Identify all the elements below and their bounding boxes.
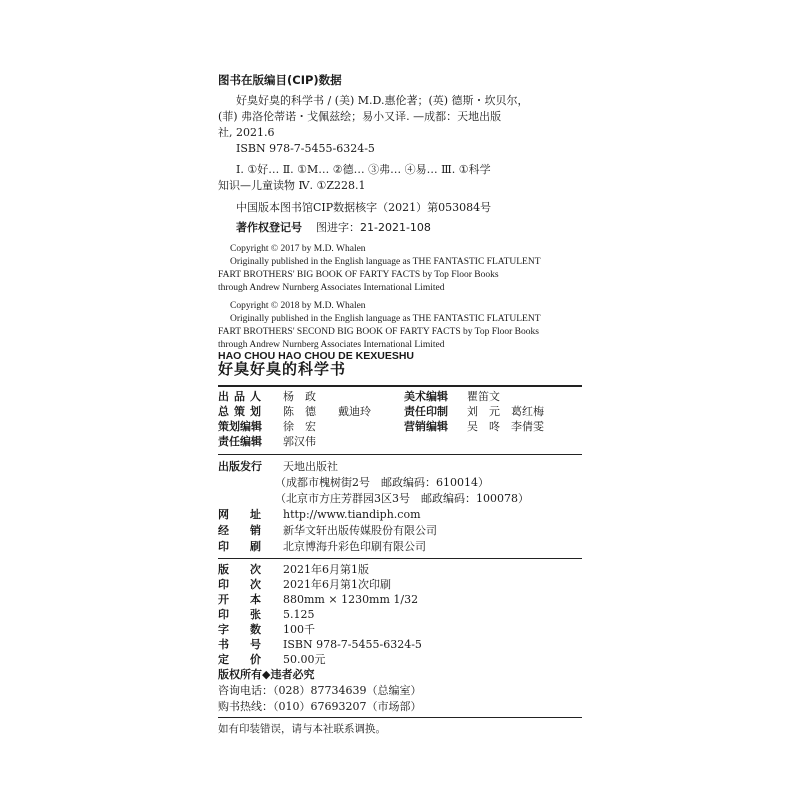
- cip-class-line: Ⅰ. ①好… Ⅱ. ①M… ②德… ③弗… ④易… Ⅲ. ①科学: [236, 163, 491, 176]
- distributor-name: 新华文轩出版传媒股份有限公司: [283, 524, 437, 537]
- credit-value: 吴 咚 李倩雯: [467, 420, 544, 433]
- publisher-label: 出版发行: [218, 460, 262, 473]
- cip-isbn: ISBN 978-7-5455-6324-5: [236, 142, 375, 155]
- website-label: 网 址: [218, 508, 266, 521]
- credit-value: 刘 元 葛红梅: [467, 405, 544, 418]
- spec-value: ISBN 978-7-5455-6324-5: [283, 638, 422, 651]
- copyright-line: Originally published in the English language as THE FANTASTIC FLATULENT: [230, 257, 541, 267]
- spec-value: 2021年6月第1版: [283, 563, 369, 576]
- credit-value: 瞿笛文: [467, 390, 500, 403]
- credit-label: 营销编辑: [404, 420, 448, 433]
- sales-hotline-label: 购书热线：: [218, 700, 273, 713]
- copyright-line: through Andrew Nurnberg Associates International Limited: [218, 283, 445, 293]
- spec-label: 字 数: [218, 623, 266, 636]
- cip-verify-number: 中国版本图书馆CIP数据核字（2021）第053084号: [236, 201, 492, 214]
- publisher-address: （成都市槐树街2号 邮政编码：610014）: [275, 476, 489, 489]
- spec-value: 2021年6月第1次印刷: [283, 578, 391, 591]
- printer-label: 印 刷: [218, 540, 266, 553]
- credit-label: 美术编辑: [404, 390, 448, 403]
- credit-label: 策划编辑: [218, 420, 262, 433]
- spec-value: 5.125: [283, 608, 315, 621]
- spec-value: 880mm × 1230mm 1/32: [283, 593, 419, 606]
- sales-hotline-value: （010）67693207（市场部）: [273, 700, 422, 713]
- spec-label: 印 次: [218, 578, 266, 591]
- contact-phone-label: 咨询电话：: [218, 684, 273, 697]
- copyright-line: Copyright © 2017 by M.D. Whalen: [230, 244, 366, 254]
- copyright-registration: [236, 221, 431, 235]
- cip-line: (菲) 弗洛伦蒂诺・戈佩兹绘；易小又译. —成都：天地出版: [218, 110, 502, 123]
- credit-value: 陈 德 戴迪玲: [283, 405, 371, 418]
- divider: [218, 385, 582, 387]
- cip-line: 好臭好臭的科学书 / (美) M.D.惠伦著；(英) 德斯・坎贝尔，: [236, 94, 529, 107]
- spec-label: 书 号: [218, 638, 266, 651]
- copyright-line: through Andrew Nurnberg Associates International Limited: [218, 340, 445, 350]
- publisher-name: 天地出版社: [283, 460, 338, 473]
- credit-value: 杨 政: [283, 390, 316, 403]
- spec-label: 开 本: [218, 593, 266, 606]
- book-title: 好臭好臭的科学书: [218, 360, 347, 378]
- contact-phone: [218, 684, 421, 698]
- sales-hotline: [218, 700, 421, 714]
- copyright-line: FART BROTHERS' SECOND BIG BOOK OF FARTY FACTS by Top Floor Books: [218, 327, 539, 337]
- credit-value: 郭汉伟: [283, 435, 316, 448]
- website-url: http://www.tiandiph.com: [283, 508, 421, 521]
- publisher-address: （北京市方庄芳群园3区3号 邮政编码：100078）: [275, 492, 529, 505]
- printer-name: 北京博海升彩色印刷有限公司: [283, 540, 426, 553]
- credit-label: 总策划: [218, 405, 266, 418]
- cip-heading: 图书在版编目(CIP)数据: [218, 73, 342, 87]
- copyright-reg-label: 著作权登记号: [236, 221, 302, 234]
- spec-label: 定 价: [218, 653, 266, 666]
- copyright-line: Originally published in the English language as THE FANTASTIC FLATULENT: [230, 314, 541, 324]
- copyright-line: FART BROTHERS' BIG BOOK OF FARTY FACTS by Top Floor Books: [218, 270, 499, 280]
- credit-label: 出品人: [218, 390, 266, 403]
- divider: [218, 558, 582, 559]
- copyright-line: Copyright © 2018 by M.D. Whalen: [230, 301, 366, 311]
- spec-value: 50.00元: [283, 653, 326, 666]
- divider: [218, 717, 582, 718]
- cip-line: 社, 2021.6: [218, 126, 275, 139]
- cip-class-line: 知识—儿童读物 Ⅳ. ①Z228.1: [218, 179, 366, 192]
- rights-reserved: 版权所有◆违者必究: [218, 668, 315, 681]
- credit-value: 徐 宏: [283, 420, 316, 433]
- spec-label: 版 次: [218, 563, 266, 576]
- spec-value: 100千: [283, 623, 315, 636]
- footnote: 如有印装错误，请与本社联系调换。: [218, 723, 386, 735]
- credit-label: 责任印制: [404, 405, 448, 418]
- title-pinyin: HAO CHOU HAO CHOU DE KEXUESHU: [218, 350, 415, 362]
- spec-label: 印 张: [218, 608, 266, 621]
- copyright-reg-value: 图进字：21-2021-108: [316, 221, 431, 234]
- divider: [218, 454, 582, 455]
- contact-phone-value: （028）87734639（总编室）: [273, 684, 422, 697]
- distributor-label: 经 销: [218, 524, 266, 537]
- credit-label: 责任编辑: [218, 435, 262, 448]
